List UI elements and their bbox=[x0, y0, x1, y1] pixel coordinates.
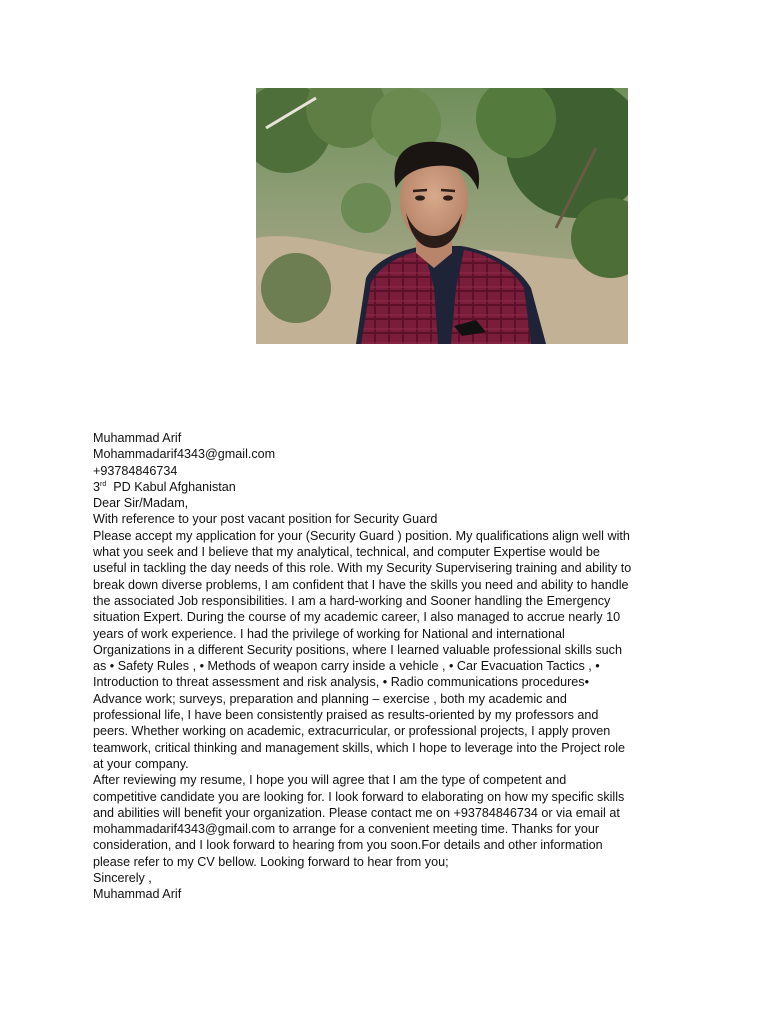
signature: Muhammad Arif bbox=[93, 887, 182, 902]
salutation: Dear Sir/Madam, bbox=[93, 496, 189, 511]
sender-name: Muhammad Arif bbox=[93, 431, 182, 445]
paragraph-1: Please accept my application for your (Security Guard ) position. My qualifications align well with what you seek and I believe that my analytical, technical, and computer Expertise would be useful in tackling the day needs of this role. With my Security Supervisering training and ability to break down diverse problems, I am confident that I have the skills you need and ability to handle the associated Job responsibilities. I am a hard-working and Sooner handling the Emergency situation Expert. During the course of my academic career, I also managed to accrue nearly 10 years of work experience. I had the privilege of working for National and international Organizations in a different Security positions, where I learned valuable professional skills such as • Safety Rules , • Methods of weapon carry inside a vehicle , • Car Evacuation Tactics , • Introduction to threat assessment and risk analysis, • Radio communications procedures• Advance work; surveys, preparation and planning – exercise , both my academic and professional life, I have been consistently praised as results-oriented by my professors and peers. Whether working on academic, extracurricular, or professional projects, I apply proven teamwork, critical thinking and management skills, which I hope to leverage into the Project role at your company. bbox=[93, 528, 632, 771]
cover-letter bbox=[93, 430, 633, 903]
sender-email: Mohammadarif4343@gmail.com bbox=[93, 447, 276, 462]
paragraph-2: After reviewing my resume, I hope you will agree that I am the type of competent and competitive candidate you are looking for. I look forward to elaborating on how my specific skills and abilities will benefit your organization. Please contact me on +93784846734 or via email at mohammadarif4343@gmail.com to arrange for a convenient meeting time. Thanks for your consideration, and I look forward to hearing from you soon.For details and other information please refer to my CV bellow. Looking forward to hear from you; bbox=[93, 773, 625, 869]
closing: Sincerely , bbox=[93, 871, 152, 886]
portrait-photo bbox=[256, 88, 628, 344]
sender-phone: +93784846734 bbox=[93, 463, 178, 478]
sender-address bbox=[93, 479, 633, 495]
address-rest: PD Kabul Afghanistan bbox=[106, 479, 236, 494]
address-number: 3 bbox=[93, 479, 101, 494]
portrait-photo-icon bbox=[256, 88, 628, 344]
address-superscript: rd bbox=[100, 480, 107, 488]
reference-line: With reference to your post vacant position for Security Guard bbox=[93, 512, 438, 527]
